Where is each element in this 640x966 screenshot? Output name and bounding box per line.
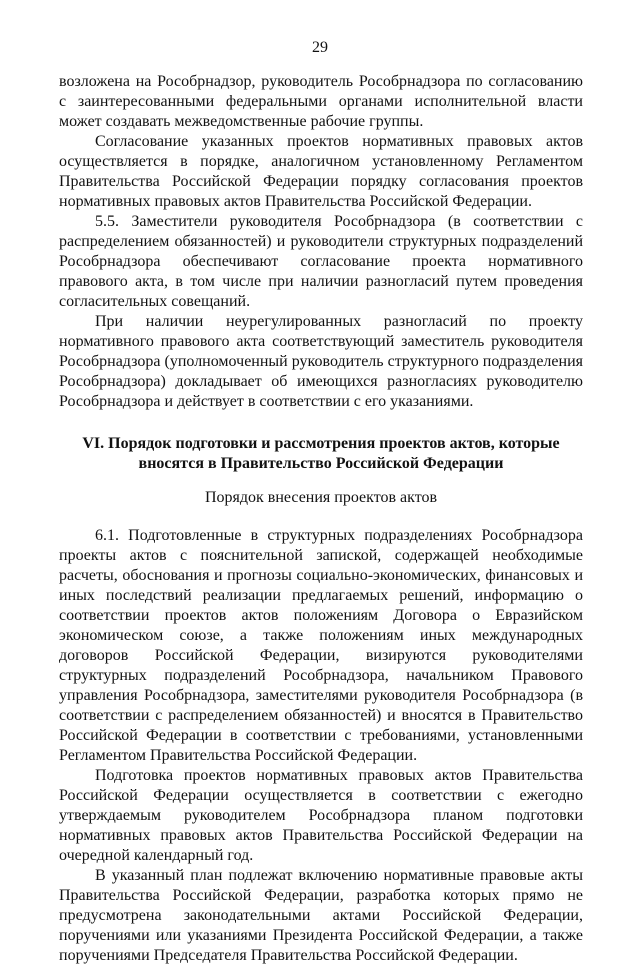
section-heading-line-2: вносятся в Правительство Российской Федерации: [138, 455, 504, 472]
paragraph-continuation: возложена на Рособрнадзор, руководитель Рособрнадзора по согласованию с заинтересованными федеральными органами исполнительной власти может создавать межведомственные рабочие группы.: [59, 73, 583, 130]
subheading-submission-order: Порядок внесения проектов актов: [204, 489, 438, 506]
paragraph-6-1: 6.1. Подготовленные в структурных подразделениях Рособрнадзора проекты актов с пояснительной запиской, содержащей необходимые расчеты, обоснования и прогнозы социально-экономических, финансовых и иных последствий реализации предлагаемых решений, информацию о соответствии проектов актов положениям Договора о Евразийском экономическом союзе, а также положениям иных международных договоров Российской Федерации, визируются руководителями структурных подразделений Рособрнадзора, начальником Правового управления Рособрнадзора, заместителями руководителя Рособрнадзора (в соответствии с распределением обязанностей) и вносятся в Правительство Российской Федерации в соответствии с требованиями, установленными Регламентом Правительства Российской Федерации.: [59, 527, 583, 764]
paragraph-approval: Согласование указанных проектов нормативных правовых актов осуществляется в порядке, аналогичном установленному Регламентом Правительства Российской Федерации порядку согласования проектов нормативных правовых актов Правительства Российской Федерации.: [59, 133, 583, 210]
paragraph-plan-inclusion: В указанный план подлежат включению нормативные правовые акты Правительства Российской Федерации, разработка которых прямо не предусмотрена законодательными актами Российской Федерации, поручениями или указаниями Президента Российской Федерации, а также поручениями Председателя Правительства Российской Федерации.: [59, 867, 583, 964]
section-heading-vi: [59, 434, 583, 474]
document-body: [59, 72, 583, 966]
page-number: 29: [312, 39, 328, 56]
paragraph-plan-preparation: Подготовка проектов нормативных правовых актов Правительства Российской Федерации осуществляется в соответствии с ежегодно утверждаемым руководителем Рособрнадзора планом подготовки нормативных правовых актов Правительства Российской Федерации на очередной календарный год.: [59, 767, 583, 864]
paragraph-5-5: 5.5. Заместители руководителя Рособрнадзора (в соответствии с распределением обязанностей) и руководители структурных подразделений Рособрнадзора обеспечивают согласование проекта нормативного правового акта, в том числе при наличии разногласий путем проведения согласительных совещаний.: [59, 213, 583, 310]
paragraph-disagreements: При наличии неурегулированных разногласий по проекту нормативного правового акта соответствующий заместитель руководителя Рособрнадзора (уполномоченный руководитель структурного подразделения Рособрнадзора) докладывает об имеющихся разногласиях руководителю Рособрнадзора и действует в соответствии с его указаниями.: [59, 313, 583, 410]
section-heading-line-1: VI. Порядок подготовки и рассмотрения проектов актов, которые: [82, 435, 560, 452]
